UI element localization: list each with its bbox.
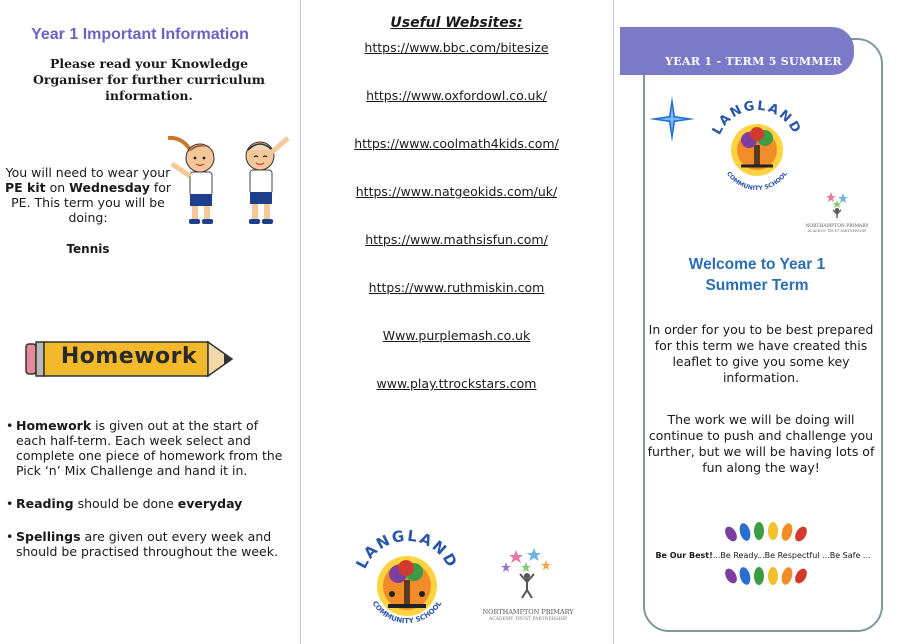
pe-outro: for PE. This term you will be doing: bbox=[11, 180, 172, 225]
motto-bold: Be Our Best! bbox=[655, 551, 713, 560]
list-item bbox=[300, 184, 613, 232]
bullet-bold-2: everyday bbox=[177, 496, 243, 511]
pe-kit-text bbox=[0, 165, 176, 225]
star-figure-icon bbox=[805, 190, 869, 220]
bullet-text: are given out every week and should be practised throughout the week. bbox=[16, 529, 278, 559]
website-link[interactable]: https://www.mathsisfun.com/ bbox=[365, 232, 548, 247]
website-link[interactable]: www.play.ttrockstars.com bbox=[376, 376, 537, 391]
middle-panel bbox=[300, 0, 613, 644]
term-banner-text: YEAR 1 - TERM 5 SUMMER bbox=[665, 55, 842, 68]
website-link[interactable]: Www.purplemash.co.uk bbox=[382, 328, 531, 343]
northampton-trust-logo bbox=[805, 190, 869, 236]
motto-rest: ...Be Ready...Be Respectful ...Be Safe ... bbox=[712, 551, 871, 560]
list-item bbox=[300, 232, 613, 280]
bullet-bold: Homework bbox=[16, 418, 92, 433]
langland-school-logo bbox=[348, 528, 466, 638]
intro-paragraph: In order for you to be best prepared for this term we have created this leaflet to give you some key information. bbox=[648, 322, 874, 385]
knowledge-organiser-note: Please read your Knowledge Organiser for further curriculum information. bbox=[33, 56, 265, 103]
rainbow-leaves-icon bbox=[723, 566, 813, 586]
welcome-heading bbox=[627, 254, 887, 296]
homework-banner-text: Homework bbox=[60, 344, 198, 369]
website-link[interactable]: https://www.ruthmiskin.com bbox=[368, 280, 545, 295]
welcome-line-2: Summer Term bbox=[705, 277, 809, 294]
pe-activity: Tennis bbox=[66, 242, 110, 256]
trust-subtitle: ACADEMY TRUST PARTNERSHIP bbox=[488, 617, 568, 622]
list-item bbox=[300, 376, 613, 424]
bullet-text: should be done bbox=[73, 496, 178, 511]
bullet-bold: Reading bbox=[16, 496, 74, 511]
website-link-list bbox=[300, 40, 613, 424]
challenge-paragraph: The work we will be doing will continue to push and challenge you further, but we will be having lots of fun along the way! bbox=[647, 412, 875, 475]
website-link[interactable]: https://www.oxfordowl.co.uk/ bbox=[366, 88, 547, 103]
left-panel bbox=[0, 0, 300, 644]
trust-name: NORTHAMPTON PRIMARY bbox=[805, 224, 869, 229]
website-link[interactable]: https://www.natgeokids.com/uk/ bbox=[355, 184, 558, 199]
logo-school-bottom: COMMUNITY SCHOOL bbox=[725, 170, 789, 192]
welcome-line-1: Welcome to Year 1 bbox=[688, 256, 826, 273]
left-panel-title: Year 1 Important Information bbox=[31, 26, 249, 43]
list-item bbox=[6, 496, 290, 511]
bullet-bold: Spellings bbox=[16, 529, 81, 544]
right-panel bbox=[613, 0, 900, 644]
bullet-text: is given out at the start of each half-term. Each week select and complete one piece of homework from the Pick ‘n’ Mix Challenge and hand it in. bbox=[16, 418, 283, 478]
logo-school-top: LANGLAND bbox=[352, 528, 462, 572]
langland-school-logo bbox=[703, 100, 811, 192]
pe-day: Wednesday bbox=[69, 180, 150, 195]
website-link[interactable]: https://www.coolmath4kids.com/ bbox=[354, 136, 559, 151]
trust-subtitle: ACADEMY TRUST PARTNERSHIP bbox=[807, 229, 867, 233]
rainbow-leaves-icon bbox=[723, 522, 813, 542]
list-item bbox=[6, 418, 290, 478]
term-banner bbox=[620, 27, 854, 75]
list-item bbox=[300, 136, 613, 184]
kid-right bbox=[246, 138, 288, 224]
northampton-trust-logo bbox=[476, 544, 580, 628]
list-item bbox=[6, 529, 290, 559]
homework-pencil-banner bbox=[24, 336, 238, 382]
pe-intro: You will need to wear your bbox=[5, 165, 171, 180]
list-item bbox=[300, 40, 613, 88]
pe-on: on bbox=[49, 180, 66, 195]
kid-left bbox=[168, 138, 214, 224]
trust-name: NORTHAMPTON PRIMARY bbox=[482, 608, 574, 616]
sparkle-star-icon bbox=[649, 96, 695, 142]
logo-school-top: LANGLAND bbox=[709, 100, 805, 138]
list-item bbox=[300, 280, 613, 328]
pe-kit-label: PE kit bbox=[4, 180, 46, 195]
homework-bullet-list bbox=[6, 418, 290, 577]
list-item bbox=[300, 328, 613, 376]
list-item bbox=[300, 88, 613, 136]
website-link[interactable]: https://www.bbc.com/bitesize bbox=[364, 40, 549, 55]
stretching-kids-illustration bbox=[164, 130, 296, 230]
star-figure-icon bbox=[476, 544, 580, 600]
school-motto bbox=[641, 550, 885, 562]
useful-websites-title: Useful Websites: bbox=[390, 15, 523, 31]
logo-school-bottom: COMMUNITY SCHOOL bbox=[370, 599, 444, 626]
